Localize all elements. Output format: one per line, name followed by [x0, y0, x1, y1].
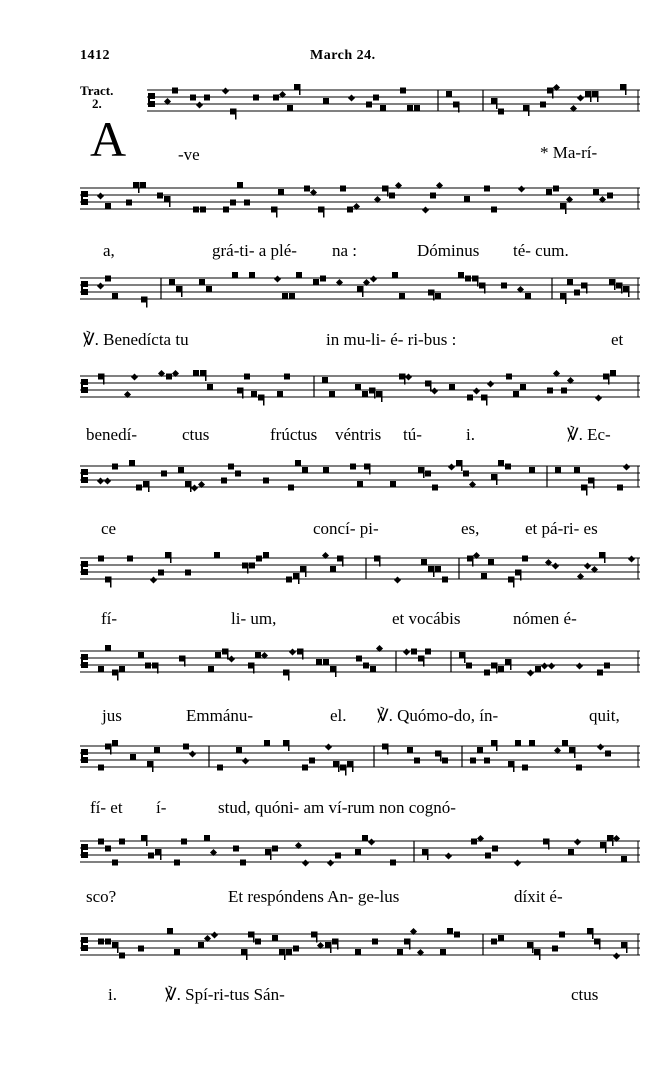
- lyric: et vocábis: [392, 609, 461, 628]
- running-title: March 24.: [310, 48, 376, 63]
- lyric: Dóminus: [417, 241, 480, 260]
- lyric: ctus: [571, 985, 599, 1004]
- lyric: Et respóndens An- ge-lus: [228, 887, 400, 906]
- lyric: jus: [102, 706, 122, 725]
- lyric: ce: [101, 519, 117, 538]
- lyric: * Ma-rí-: [540, 143, 598, 162]
- lyric: í-: [156, 798, 167, 817]
- lyric: et: [611, 330, 624, 349]
- lyric: ℣. Ec-: [567, 425, 611, 444]
- staff-7: [0, 645, 665, 685]
- lyric: ctus: [182, 425, 210, 444]
- lyric: fí-: [101, 609, 118, 628]
- staff-6: [0, 552, 665, 592]
- lyric: nómen é-: [513, 609, 577, 628]
- staff-2: [0, 182, 665, 222]
- staff-3: [0, 272, 665, 312]
- initial-letter: A: [90, 111, 127, 167]
- staff-5: [0, 460, 665, 500]
- lyric: té- cum.: [513, 241, 569, 260]
- lyric: in mu-li- é- ri-bus :: [326, 330, 457, 349]
- lyric: -ve: [178, 145, 200, 164]
- lyric: tú-: [403, 425, 422, 444]
- lyric: i.: [108, 985, 117, 1004]
- lyric: ℣. Spí-ri-tus Sán-: [165, 985, 285, 1004]
- lyric: li- um,: [231, 609, 277, 628]
- lyric: a,: [103, 241, 115, 260]
- lyric: benedí-: [86, 425, 137, 444]
- lyric: quit,: [589, 706, 620, 725]
- staff-10: [0, 928, 665, 968]
- lyric: Emmánu-: [186, 706, 254, 725]
- staff-9: [0, 835, 665, 875]
- tract-label: Tract.: [80, 83, 114, 98]
- lyric: et pá-ri- es: [525, 519, 598, 538]
- lyric: stud, quóni- am ví-rum non cognó-: [218, 798, 456, 817]
- staff-8: [0, 740, 665, 780]
- staff-4: [0, 370, 665, 410]
- lyric: grá-ti- a plé-: [212, 241, 297, 260]
- lyric: ℣. Benedícta tu: [83, 330, 189, 349]
- lyric: el.: [330, 706, 347, 725]
- lyric: frúctus: [270, 425, 318, 444]
- tract-number: 2.: [92, 96, 102, 111]
- lyric: ℣. Quómo-do, ín-: [377, 706, 499, 725]
- page-number: 1412: [80, 48, 110, 63]
- lyric: i.: [466, 425, 475, 444]
- lyric: sco?: [86, 887, 117, 906]
- lyric: na :: [332, 241, 358, 260]
- lyric: véntris: [335, 425, 382, 444]
- lyric: concí- pi-: [313, 519, 379, 538]
- staff-1: [0, 84, 665, 124]
- lyric: fí- et: [90, 798, 123, 817]
- lyric: es,: [461, 519, 480, 538]
- lyric: díxit é-: [514, 887, 563, 906]
